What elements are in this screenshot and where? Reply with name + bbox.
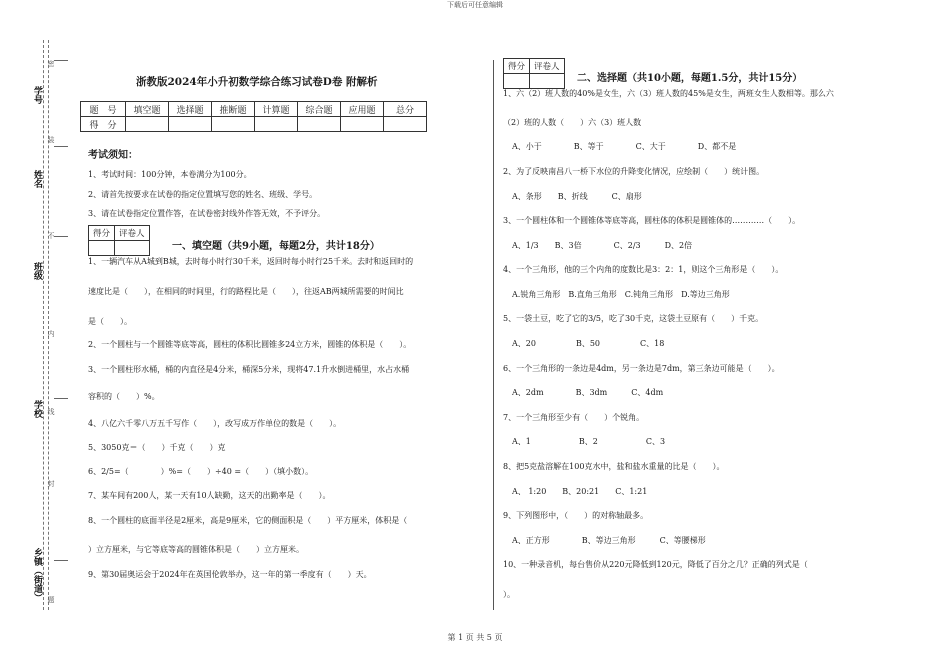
binding-blank-line: [54, 236, 68, 237]
score-cell[interactable]: [255, 117, 298, 132]
binding-label-name: 姓名: [32, 170, 42, 188]
section1-line: 速度比是（ ），在相同的时间里，行的路程比是（ ），往返AB两城所需要的时间比: [88, 287, 404, 296]
score-cell[interactable]: [298, 117, 341, 132]
score-table-score-row: [81, 117, 427, 132]
binding-mark-mi: 密: [47, 60, 55, 67]
reviewer-score-label: 得分: [504, 59, 530, 74]
section1-line: 1、一辆汽车从A城到B城，去时每小时行30千米，返回时每小时行25千米。去时和返回时的: [88, 257, 414, 266]
section1-line: 9、第30届奥运会于2024年在英国伦敦举办，这一年的第一季度有（ ）天。: [88, 570, 372, 579]
page-footer: 第 1 页 共 5 页: [447, 633, 503, 642]
section1-line: 6、2/5=（ ）%=（ ）÷40 =（ ）（填小数）。: [88, 467, 314, 476]
notice-item: 2、请首先按要求在试卷的指定位置填写您的姓名、班级、学号。: [88, 190, 318, 199]
notice-heading: 考试须知：: [88, 150, 138, 161]
score-cell[interactable]: [212, 117, 255, 132]
score-header-cell: 推断题: [212, 102, 255, 117]
section2-option-line: A、 1:20 B、20:21 C、1:21: [512, 487, 648, 496]
section2-line: 3、一个圆柱体和一个圆锥体等底等高，圆柱体的体积是圆锥体的…………（ ）。: [503, 216, 801, 225]
section2-line: （2）班的人数（ ）六（3）班人数: [503, 118, 642, 127]
score-header-cell: 综合题: [298, 102, 341, 117]
section2-line: 2、为了反映南昌八一桥下水位的升降变化情况，应绘制（ ）统计图。: [503, 167, 765, 176]
section1-line: 是（ ）。: [88, 317, 132, 326]
binding-mark-feng: 封: [47, 480, 55, 487]
reviewer-name-label: 评卷人: [115, 226, 150, 241]
section1-line: ）立方厘米，与它等底等高的圆锥体积是（ ）立方厘米。: [88, 545, 304, 554]
section2-line: 9、下列图形中，（ ）的对称轴最多。: [503, 511, 649, 520]
score-cell[interactable]: [341, 117, 384, 132]
section2-line: 10、一种录音机，每台售价从220元降低到120元，降低了百分之几？正确的列式是（: [503, 560, 808, 569]
score-table-header-row: [81, 102, 427, 117]
section2-option-line: A、1/3 B、3倍 C、2/3 D、2倍: [512, 241, 693, 250]
reviewer-score-label: 得分: [89, 226, 115, 241]
reviewer-name-cell[interactable]: [115, 241, 150, 256]
score-cell[interactable]: [384, 117, 427, 132]
section2-line: 5、一袋土豆，吃了它的3/5，吃了30千克，这袋土豆原有（ ）千克。: [503, 314, 764, 323]
section2-option-line: A、20 B、50 C、18: [512, 339, 665, 348]
section2-line: 7、一个三角形至少有（ ）个锐角。: [503, 413, 645, 422]
section2-option-line: A、小于 B、等于 C、大于 D、都不是: [512, 142, 737, 151]
section2-line: 8、把5克盐溶解在100克水中，盐和盐水重量的比是（ ）。: [503, 462, 725, 471]
score-row-label: 得 分: [81, 117, 126, 132]
score-table: [80, 101, 427, 132]
section2-option-line: A、2dm B、3dm C、4dm: [512, 388, 664, 397]
binding-label-school: 学校: [32, 400, 42, 418]
section1-line: 容积的（ ）%。: [88, 392, 160, 401]
section2-line: 1、六（2）班人数的40%是女生，六（3）班人数的45%是女生，两班女生人数相等。那么六: [503, 89, 834, 98]
score-cell[interactable]: [169, 117, 212, 132]
binding-label-township: 乡镇（街道）: [32, 548, 42, 602]
exam-title: 浙教版2024年小升初数学综合练习试卷D卷 附解析: [136, 76, 378, 88]
binding-label-class: 班级: [32, 262, 42, 280]
binding-blank-line: [54, 60, 68, 61]
score-header-cell: 应用题: [341, 102, 384, 117]
section1-line: 8、一个圆柱的底面半径是2厘米，高是9厘米，它的侧面积是（ ）平方厘米，体积是（: [88, 516, 408, 525]
reviewer-score-cell[interactable]: [89, 241, 115, 256]
binding-label-student-id: 学号: [32, 86, 42, 104]
reviewer-box-section2: [503, 58, 565, 89]
binding-mark-ti: 题: [47, 596, 55, 603]
binding-mark-bu: 不: [47, 232, 55, 239]
section1-line: 4、八亿六千零八万五千写作（ ），改写成万作单位的数是（ ）。: [88, 419, 342, 428]
notice-item: 1、考试时间：100分钟，本卷满分为100分。: [88, 170, 252, 179]
reviewer-name-label: 评卷人: [530, 59, 565, 74]
section1-line: 7、某车间有200人，某一天有10人缺勤，这天的出勤率是（ ）。: [88, 491, 331, 500]
section1-line: 5、3050克＝（ ）千克（ ）克: [88, 443, 226, 452]
binding-blank-line: [54, 146, 68, 147]
section2-option-line: A、正方形 B、等边三角形 C、等腰梯形: [512, 536, 706, 545]
notice-item: 3、请在试卷指定位置作答，在试卷密封线外作答无效，不予评分。: [88, 209, 326, 218]
section2-line: ）。: [503, 590, 515, 599]
section2-option-line: A、1 B、2 C、3: [512, 437, 666, 446]
section1-line: 2、一个圆柱与一个圆锥等底等高，圆柱的体积比圆锥多24立方米，圆锥的体积是（ ）。: [88, 340, 412, 349]
header-note: 下载后可任意编辑: [447, 1, 503, 9]
seal-dashed-line: [43, 40, 44, 610]
score-header-cell: 计算题: [255, 102, 298, 117]
section2-option-line: A.锐角三角形 B.直角三角形 C.钝角三角形 D.等边三角形: [512, 290, 730, 299]
section2-heading: 二、选择题（共10小题，每题1.5分，共计15分）: [577, 73, 803, 84]
column-divider: [493, 60, 494, 610]
section2-line: 4、一个三角形，他的三个内角的度数比是3：2：1，则这个三角形是（ ）。: [503, 265, 784, 274]
score-header-cell: 题 号: [81, 102, 126, 117]
binding-mark-nei: 内: [47, 330, 55, 337]
reviewer-name-cell[interactable]: [530, 74, 565, 89]
seal-dashed-line-inner: [48, 40, 49, 610]
score-header-cell: 选择题: [169, 102, 212, 117]
section2-option-line: A、条形 B、折线 C、扇形: [512, 192, 642, 201]
score-header-cell: 填空题: [126, 102, 169, 117]
score-header-cell: 总分: [384, 102, 427, 117]
score-cell[interactable]: [126, 117, 169, 132]
binding-blank-line: [54, 560, 68, 561]
section1-line: 3、一个圆柱形水桶，桶的内直径是4分米，桶深5分米，现将47.1升水倒进桶里，水占水桶: [88, 365, 410, 374]
section2-line: 6、一个三角形的一条边是4dm，另一条边是7dm，第三条边可能是（ ）。: [503, 364, 780, 373]
reviewer-score-cell[interactable]: [504, 74, 530, 89]
binding-blank-line: [54, 398, 68, 399]
section1-heading: 一、填空题（共9小题，每题2分，共计18分）: [172, 241, 380, 252]
binding-mark-xian: 线: [47, 408, 55, 415]
reviewer-box-section1: [88, 225, 150, 256]
binding-mark-zhuang: 装: [47, 136, 55, 143]
